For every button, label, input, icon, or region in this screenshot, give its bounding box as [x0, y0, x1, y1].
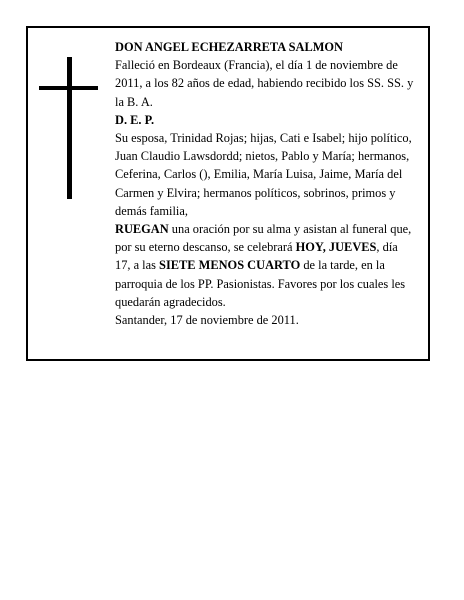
- family-list: Su esposa, Trinidad Rojas; hijas, Cati e Isabel; hijo político, Juan Claudio Lawsdordd; nietos, Pablo y María; hermanos, Ceferina, Carlos (), Emilia, María Luisa, Jaime, María del Carmen y Elvira; hermanos políticos, sobrinos, primos y demás familia,: [115, 131, 412, 218]
- place-and-date: Santander, 17 de noviembre de 2011.: [115, 313, 299, 328]
- funeral-location: de la tarde, en la parroquia de los PP. Pasionistas. Favores por los cuales les quedarán agradecidos.: [115, 258, 406, 309]
- death-info: Falleció en Bordeaux (Francia), el día 1 de noviembre de 2011, a los 82 años de edad, habiendo recibido los SS. SS. y la B. A.: [115, 58, 414, 109]
- funeral-date-text: , día 17, a las: [115, 240, 398, 273]
- obituary-notice: [26, 26, 430, 361]
- cross-horizontal-bar: [39, 86, 98, 90]
- prayer-request-text: una oración por su alma y asistan al funeral que, por su eterno descanso, se celebrará: [115, 222, 412, 255]
- rip-line: D. E. P.: [115, 112, 155, 127]
- notice-text: [115, 38, 415, 329]
- deceased-name: DON ANGEL ECHEZARRETA SALMON: [115, 40, 344, 54]
- funeral-day: HOY, JUEVES: [295, 240, 377, 255]
- cross-vertical-bar: [67, 57, 72, 199]
- funeral-request: [115, 220, 415, 311]
- funeral-time: SIETE MENOS CUARTO: [159, 258, 301, 273]
- ruegan-label: RUEGAN: [115, 222, 169, 237]
